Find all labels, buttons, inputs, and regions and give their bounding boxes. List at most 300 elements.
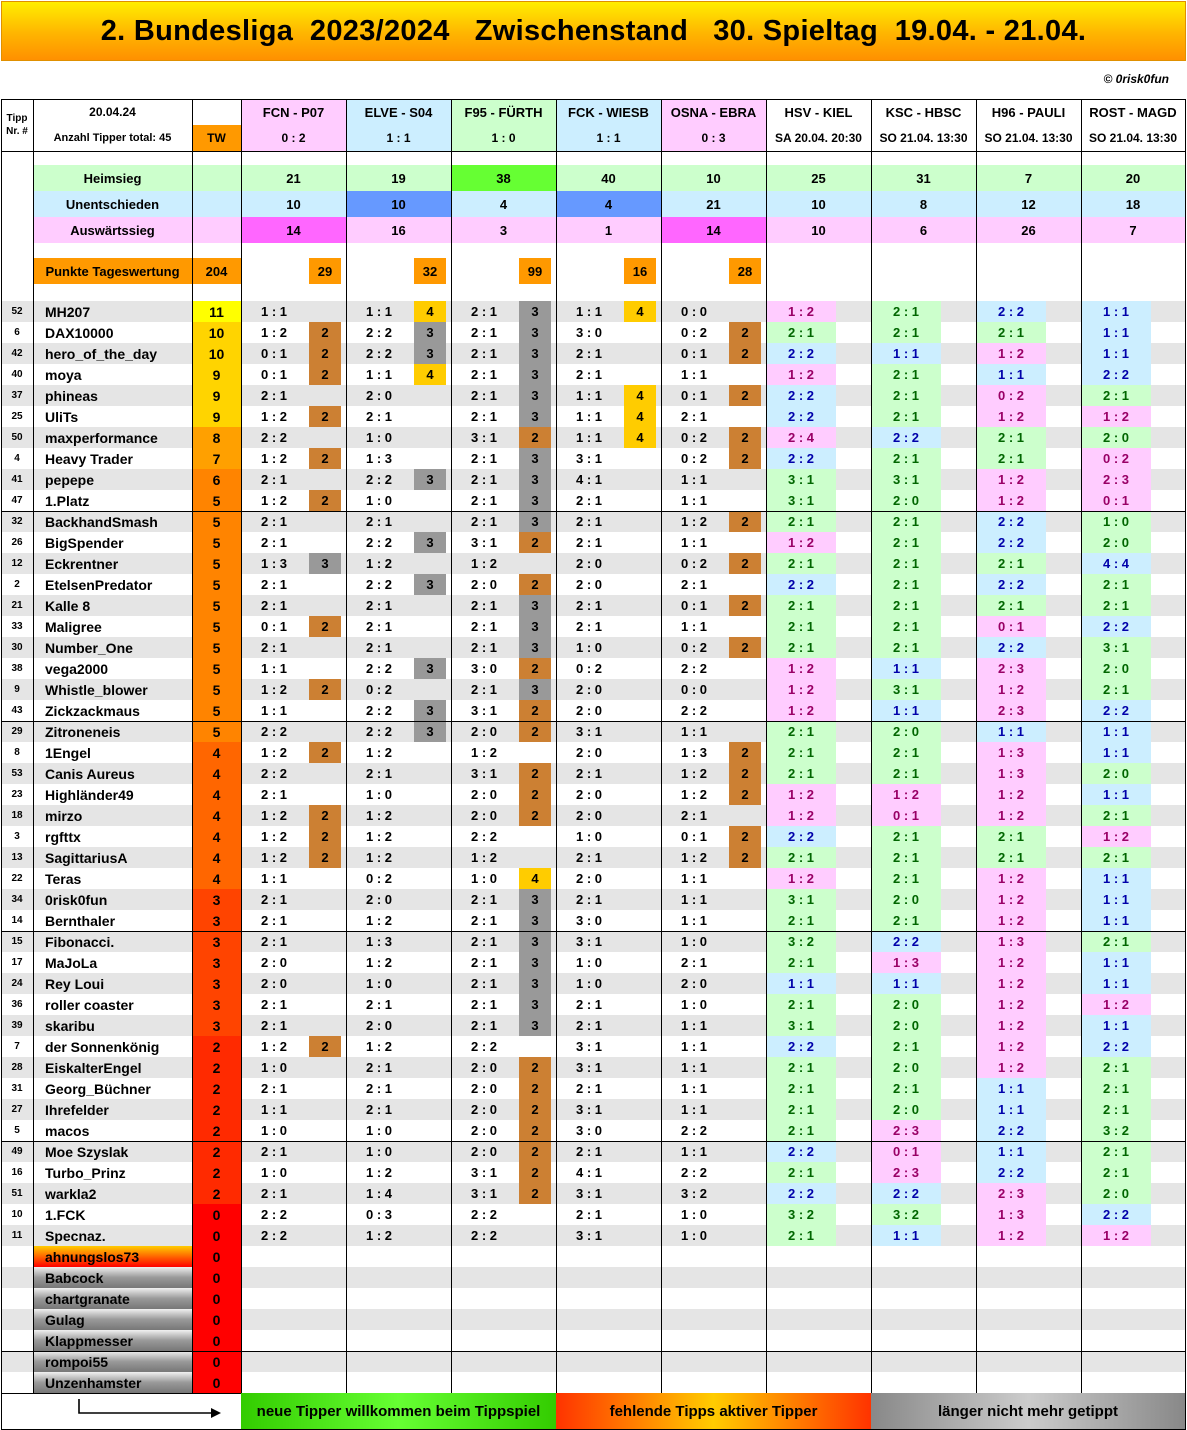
match-teams: F95 - FÜRTH	[451, 99, 556, 125]
tip-points: 3	[519, 952, 551, 973]
tip-score-open	[871, 1099, 941, 1120]
tip-score-text: 2 : 1	[892, 913, 919, 928]
tip-score-text: 1 : 2	[787, 367, 814, 382]
tip-score-text: 2 : 1	[1102, 808, 1129, 823]
tip-score: 2 : 1	[366, 1081, 393, 1096]
tip-score: 2 : 1	[261, 997, 288, 1012]
tipper-points: 0	[192, 1309, 241, 1330]
tip-score: 1 : 2	[681, 514, 708, 529]
tip-score-text: 2 : 1	[1102, 1144, 1129, 1159]
tip-score-text: 2 : 2	[787, 577, 814, 592]
tip-score-open	[871, 511, 941, 532]
tipper-name: 0risk0fun	[33, 889, 192, 910]
tip-score: 1 : 2	[261, 1039, 288, 1054]
tip-score: 1 : 1	[681, 871, 708, 886]
tip-score: 3 : 1	[471, 703, 498, 718]
tip-score-open	[976, 868, 1046, 889]
tip-score-text: 2 : 0	[1102, 1186, 1129, 1201]
date-label: 20.04.24	[89, 105, 136, 119]
stat-label-ausw: Auswärtssieg	[33, 217, 192, 243]
tip-score-open	[1081, 490, 1151, 511]
stat-ausw-count: 3	[451, 217, 556, 243]
tip-score: 1 : 1	[261, 703, 288, 718]
tip-score: 1 : 1	[681, 1081, 708, 1096]
tip-score: 2 : 0	[576, 703, 603, 718]
tip-points: 3	[519, 616, 551, 637]
match-kickoff: SO 21.04. 13:30	[976, 125, 1081, 151]
stat-ausw-count: 7	[1081, 217, 1185, 243]
tip-score-text: 1 : 1	[997, 1102, 1024, 1117]
tip-score-text: 2 : 2	[1102, 367, 1129, 382]
tip-score-text: 2 : 2	[997, 577, 1024, 592]
tip-score-open	[1081, 364, 1151, 385]
tip-score: 1 : 0	[366, 430, 393, 445]
tip-score: 2 : 1	[366, 1060, 393, 1075]
tipper-points: 4	[192, 805, 241, 826]
tip-score-text: 2 : 1	[787, 724, 814, 739]
tip-score-text: 2 : 1	[787, 598, 814, 613]
tip-score-text: 3 : 2	[787, 934, 814, 949]
tip-score: 1 : 2	[366, 1228, 393, 1243]
tip-score-text: 2 : 2	[997, 1165, 1024, 1180]
tip-score-open	[976, 385, 1046, 406]
tip-score-text: 1 : 2	[787, 808, 814, 823]
tip-score-text: 1 : 1	[892, 346, 919, 361]
tipper-nr: 47	[11, 495, 23, 506]
tip-score: 3 : 1	[471, 766, 498, 781]
tip-points: 2	[309, 448, 341, 469]
tip-score-open	[871, 448, 941, 469]
tipper-points: 6	[192, 469, 241, 490]
tipper-total-label: Anzahl Tipper total: 45	[53, 132, 172, 144]
tip-score-open	[1081, 847, 1151, 868]
tip-score-text: 1 : 2	[787, 871, 814, 886]
tipper-name: rgfttx	[33, 826, 192, 847]
tip-score-open	[766, 868, 836, 889]
tip-score-open	[1081, 1036, 1151, 1057]
tip-score: 1 : 2	[261, 745, 288, 760]
stat-unent-count: 4	[451, 191, 556, 217]
tip-score-text: 2 : 1	[892, 304, 919, 319]
tipper-points: 10	[192, 343, 241, 364]
tipper-name: 1.Platz	[33, 490, 192, 511]
tip-score-open	[871, 595, 941, 616]
tip-score-text: 1 : 2	[892, 787, 919, 802]
tip-score: 2 : 1	[576, 493, 603, 508]
tip-score-text: 2 : 3	[997, 703, 1024, 718]
tip-score: 2 : 0	[471, 787, 498, 802]
tipper-points: 2	[192, 1036, 241, 1057]
tip-score-open	[871, 679, 941, 700]
tip-score-text: 1 : 3	[997, 1207, 1024, 1222]
stat-unent-count: 12	[976, 191, 1081, 217]
tip-score-text: 2 : 0	[1102, 430, 1129, 445]
tip-score-open	[871, 1015, 941, 1036]
tipper-nr: 41	[11, 474, 23, 485]
tip-score: 1 : 2	[366, 1165, 393, 1180]
tip-score-open	[871, 406, 941, 427]
tip-score-open	[1081, 931, 1151, 952]
tip-score-text: 2 : 0	[1102, 535, 1129, 550]
tip-score-open	[976, 889, 1046, 910]
tipper-points: 11	[192, 301, 241, 322]
tip-score: 2 : 1	[576, 367, 603, 382]
match-kickoff: SO 21.04. 13:30	[871, 125, 976, 151]
tipper-name: Number_One	[33, 637, 192, 658]
tip-score-text: 2 : 1	[997, 430, 1024, 445]
tip-score-open	[871, 385, 941, 406]
tip-score-open	[766, 490, 836, 511]
tip-score: 2 : 1	[366, 598, 393, 613]
tip-score: 3 : 1	[471, 1186, 498, 1201]
tip-points: 2	[519, 1057, 551, 1078]
tip-score: 3 : 0	[576, 1123, 603, 1138]
tip-score: 1 : 2	[681, 787, 708, 802]
tip-score: 1 : 0	[261, 1165, 288, 1180]
tip-score-open	[976, 427, 1046, 448]
tipper-points: 0	[192, 1204, 241, 1225]
tip-score-open	[1081, 658, 1151, 679]
tipper-name: Maligree	[33, 616, 192, 637]
tip-score-text: 2 : 1	[997, 829, 1024, 844]
tip-score: 1 : 1	[681, 892, 708, 907]
tip-points: 3	[414, 658, 446, 679]
tip-score-text: 1 : 1	[892, 976, 919, 991]
tip-score: 0 : 2	[681, 640, 708, 655]
tipper-points: 5	[192, 553, 241, 574]
tip-points: 2	[729, 595, 761, 616]
tip-score-text: 2 : 1	[1102, 682, 1129, 697]
tip-score-text: 2 : 2	[787, 1039, 814, 1054]
tip-score: 2 : 1	[681, 409, 708, 424]
tip-score-text: 1 : 1	[1102, 892, 1129, 907]
tip-points: 4	[624, 406, 656, 427]
tip-score-text: 2 : 1	[787, 556, 814, 571]
tip-score-open	[871, 1120, 941, 1141]
tip-score-open	[871, 931, 941, 952]
tip-score-text: 2 : 2	[787, 1144, 814, 1159]
tip-points: 3	[519, 910, 551, 931]
tip-score-text: 2 : 1	[787, 1228, 814, 1243]
tip-score-text: 3 : 2	[1102, 1123, 1129, 1138]
stat-unent-count: 10	[346, 191, 451, 217]
tip-score-open	[1081, 301, 1151, 322]
tip-score: 1 : 2	[681, 850, 708, 865]
tip-score: 2 : 1	[471, 514, 498, 529]
match-teams: ELVE - S04	[346, 99, 451, 125]
tipper-nr: 33	[11, 621, 23, 632]
tipper-name: Babcock	[33, 1267, 192, 1288]
tip-score-text: 2 : 0	[892, 1018, 919, 1033]
stat-ausw-count: 1	[556, 217, 661, 243]
tipper-name: pepepe	[33, 469, 192, 490]
tip-score-open	[1081, 721, 1151, 742]
tip-points: 3	[414, 574, 446, 595]
tip-score-text: 1 : 1	[1102, 724, 1129, 739]
tip-score-text: 2 : 0	[892, 1102, 919, 1117]
tip-score: 1 : 0	[681, 1228, 708, 1243]
grid-line	[241, 99, 242, 1393]
tip-score: 2 : 1	[471, 304, 498, 319]
stat-label-heim: Heimsieg	[33, 165, 192, 191]
tip-points: 2	[729, 742, 761, 763]
tip-score-text: 1 : 2	[997, 997, 1024, 1012]
tip-score-text: 2 : 1	[787, 1102, 814, 1117]
match-result: 1 : 1	[556, 125, 661, 151]
tip-score: 1 : 1	[681, 535, 708, 550]
tip-score: 1 : 2	[261, 409, 288, 424]
punkte-match: 29	[309, 258, 341, 284]
tipper-name: warkla2	[33, 1183, 192, 1204]
stat-unent-count: 4	[556, 191, 661, 217]
tip-score-text: 1 : 2	[997, 472, 1024, 487]
tip-score-text: 2 : 2	[1102, 703, 1129, 718]
tip-score-text: 3 : 1	[787, 472, 814, 487]
tip-score-open	[976, 1099, 1046, 1120]
tip-points: 3	[414, 721, 446, 742]
tip-score: 2 : 1	[681, 577, 708, 592]
tip-score: 2 : 1	[576, 346, 603, 361]
tip-score-text: 2 : 3	[892, 1123, 919, 1138]
tip-score: 2 : 1	[366, 514, 393, 529]
tip-score-open	[1081, 973, 1151, 994]
tip-score: 2 : 1	[471, 493, 498, 508]
tip-score: 2 : 2	[471, 1039, 498, 1054]
tip-score-text: 1 : 1	[997, 1081, 1024, 1096]
tip-score-text: 2 : 1	[1102, 598, 1129, 613]
tip-score-open	[766, 1120, 836, 1141]
tip-points: 2	[309, 616, 341, 637]
tip-score-text: 1 : 2	[997, 913, 1024, 928]
tip-score-text: 1 : 2	[787, 661, 814, 676]
tip-score: 2 : 0	[471, 808, 498, 823]
tipper-name: Specnaz.	[33, 1225, 192, 1246]
tipper-nr: 3	[14, 831, 20, 842]
tipper-name: macos	[33, 1120, 192, 1141]
tip-score-open	[1081, 637, 1151, 658]
tip-score-text: 1 : 1	[1102, 913, 1129, 928]
tip-score-open	[1081, 511, 1151, 532]
tip-score-open	[976, 637, 1046, 658]
tipper-points: 9	[192, 364, 241, 385]
tip-score: 2 : 1	[261, 913, 288, 928]
tip-points: 2	[729, 343, 761, 364]
tip-score: 2 : 2	[471, 829, 498, 844]
tipper-points: 5	[192, 511, 241, 532]
tip-score-open	[976, 1204, 1046, 1225]
tip-score: 0 : 1	[261, 619, 288, 634]
tip-score: 1 : 2	[681, 766, 708, 781]
tip-points: 3	[519, 343, 551, 364]
tip-score-text: 1 : 2	[997, 892, 1024, 907]
tip-score: 1 : 1	[366, 304, 393, 319]
tip-score: 2 : 0	[261, 976, 288, 991]
tip-score-open	[766, 1057, 836, 1078]
tip-score-open	[871, 973, 941, 994]
tip-score: 1 : 2	[471, 850, 498, 865]
tip-score: 2 : 0	[471, 1060, 498, 1075]
tip-score-open	[766, 1183, 836, 1204]
match-result: 1 : 0	[451, 125, 556, 151]
tip-points: 2	[309, 406, 341, 427]
tipper-nr: 38	[11, 663, 23, 674]
tip-score-text: 1 : 2	[997, 1018, 1024, 1033]
tip-score: 1 : 2	[261, 829, 288, 844]
tip-score: 2 : 0	[576, 787, 603, 802]
tipper-points: 4	[192, 847, 241, 868]
tipper-name: Bernthaler	[33, 910, 192, 931]
tip-score-text: 2 : 3	[997, 661, 1024, 676]
tip-score: 1 : 1	[576, 388, 603, 403]
tipper-name: Zitroneneis	[33, 721, 192, 742]
tip-score-text: 2 : 1	[892, 598, 919, 613]
tip-points: 4	[414, 301, 446, 322]
tip-points: 2	[729, 448, 761, 469]
tip-points: 2	[309, 826, 341, 847]
page-title: 2. Bundesliga 2023/2024 Zwischenstand 30. Spieltag 19.04. - 21.04.	[1, 1, 1186, 61]
tipper-name: BackhandSmash	[33, 511, 192, 532]
tip-score: 2 : 0	[681, 976, 708, 991]
tip-score-open	[1081, 1204, 1151, 1225]
tip-score-text: 1 : 1	[1102, 1018, 1129, 1033]
tip-score-open	[766, 721, 836, 742]
tip-score-open	[766, 700, 836, 721]
tip-score: 2 : 1	[261, 388, 288, 403]
tip-score-open	[976, 1120, 1046, 1141]
tip-score-text: 2 : 2	[787, 388, 814, 403]
tip-score-text: 2 : 1	[787, 997, 814, 1012]
stat-heim-count: 10	[661, 165, 766, 191]
tip-score: 2 : 1	[576, 766, 603, 781]
group-divider	[1, 511, 1186, 512]
tip-score: 1 : 2	[366, 955, 393, 970]
tip-score: 2 : 1	[261, 598, 288, 613]
tip-score-open	[976, 931, 1046, 952]
tip-score: 2 : 1	[681, 955, 708, 970]
tip-score: 2 : 1	[576, 997, 603, 1012]
tip-score: 3 : 1	[471, 430, 498, 445]
tip-score: 2 : 1	[576, 535, 603, 550]
tipper-nr: 22	[11, 873, 23, 884]
grid-line	[766, 99, 767, 1393]
tipper-name: EtelsenPredator	[33, 574, 192, 595]
tip-score-open	[766, 847, 836, 868]
tipper-nr: 5	[14, 1125, 20, 1136]
tip-score: 2 : 1	[471, 619, 498, 634]
tip-score-text: 3 : 2	[787, 1207, 814, 1222]
group-divider	[1, 931, 1186, 932]
tip-score: 2 : 2	[366, 661, 393, 676]
tip-score-open	[766, 931, 836, 952]
tip-score-open	[1081, 343, 1151, 364]
tipper-nr: 13	[11, 852, 23, 863]
tip-score: 0 : 3	[366, 1207, 393, 1222]
tip-score-open	[766, 574, 836, 595]
tip-score-open	[766, 973, 836, 994]
tip-score: 1 : 2	[366, 808, 393, 823]
tip-score-text: 1 : 2	[787, 787, 814, 802]
tip-score-open	[766, 679, 836, 700]
tip-score-open	[871, 910, 941, 931]
tip-score-open	[766, 616, 836, 637]
tipper-name: Ihrefelder	[33, 1099, 192, 1120]
tipper-points: 8	[192, 427, 241, 448]
tip-score: 2 : 2	[681, 703, 708, 718]
tip-score: 2 : 2	[366, 535, 393, 550]
tipper-name: chartgranate	[33, 1288, 192, 1309]
tip-score: 2 : 0	[471, 1123, 498, 1138]
tip-score: 2 : 1	[471, 472, 498, 487]
tip-score: 2 : 0	[471, 1102, 498, 1117]
tipper-points: 4	[192, 826, 241, 847]
tip-score-text: 2 : 4	[787, 430, 814, 445]
tip-score-text: 1 : 2	[997, 409, 1024, 424]
tip-score-text: 2 : 1	[892, 451, 919, 466]
tip-score-open	[766, 322, 836, 343]
tip-points: 2	[519, 427, 551, 448]
stat-unent-count: 10	[241, 191, 346, 217]
tip-score: 1 : 2	[366, 1039, 393, 1054]
tip-score-text: 1 : 2	[997, 787, 1024, 802]
tip-score-text: 2 : 1	[892, 1039, 919, 1054]
tipper-points: 3	[192, 973, 241, 994]
tipper-points: 2	[192, 1078, 241, 1099]
tip-score-open	[766, 532, 836, 553]
tipper-nr: 18	[11, 810, 23, 821]
tip-score-open	[766, 1162, 836, 1183]
tipper-nr	[1, 1330, 33, 1351]
tipper-name: phineas	[33, 385, 192, 406]
stat-label-unent: Unentschieden	[33, 191, 192, 217]
tip-score-text: 2 : 0	[1102, 661, 1129, 676]
tip-score: 2 : 1	[471, 346, 498, 361]
tipper-name: der Sonnenkönig	[33, 1036, 192, 1057]
tip-score-open	[1081, 1057, 1151, 1078]
tipper-nr: 40	[11, 369, 23, 380]
tip-score-text: 2 : 1	[997, 451, 1024, 466]
tip-points: 3	[414, 322, 446, 343]
tip-score-open	[766, 994, 836, 1015]
tip-score-open	[976, 784, 1046, 805]
tipper-name: Gulag	[33, 1309, 192, 1330]
tip-points: 2	[309, 847, 341, 868]
tipper-nr: 12	[11, 558, 23, 569]
tip-score-open	[1081, 448, 1151, 469]
tip-score: 3 : 1	[471, 535, 498, 550]
tip-score-text: 2 : 1	[997, 598, 1024, 613]
tip-score: 2 : 1	[471, 640, 498, 655]
tipper-nr: 30	[11, 642, 23, 653]
tip-score-open	[976, 469, 1046, 490]
tip-score-text: 2 : 1	[787, 1060, 814, 1075]
tip-score-open	[871, 469, 941, 490]
tip-score: 2 : 1	[261, 934, 288, 949]
tip-points: 2	[519, 532, 551, 553]
tip-points: 2	[729, 553, 761, 574]
tip-score: 0 : 2	[681, 451, 708, 466]
tip-score-open	[766, 1099, 836, 1120]
tip-score: 2 : 0	[366, 1018, 393, 1033]
tip-score-open	[1081, 994, 1151, 1015]
punkte-total: 204	[192, 258, 241, 284]
tip-score: 2 : 0	[471, 724, 498, 739]
tipper-points: 0	[192, 1330, 241, 1351]
tip-score: 1 : 1	[366, 367, 393, 382]
stat-heim-count: 40	[556, 165, 661, 191]
tip-score: 0 : 1	[261, 367, 288, 382]
tip-points: 2	[519, 1078, 551, 1099]
tip-score: 1 : 0	[576, 955, 603, 970]
